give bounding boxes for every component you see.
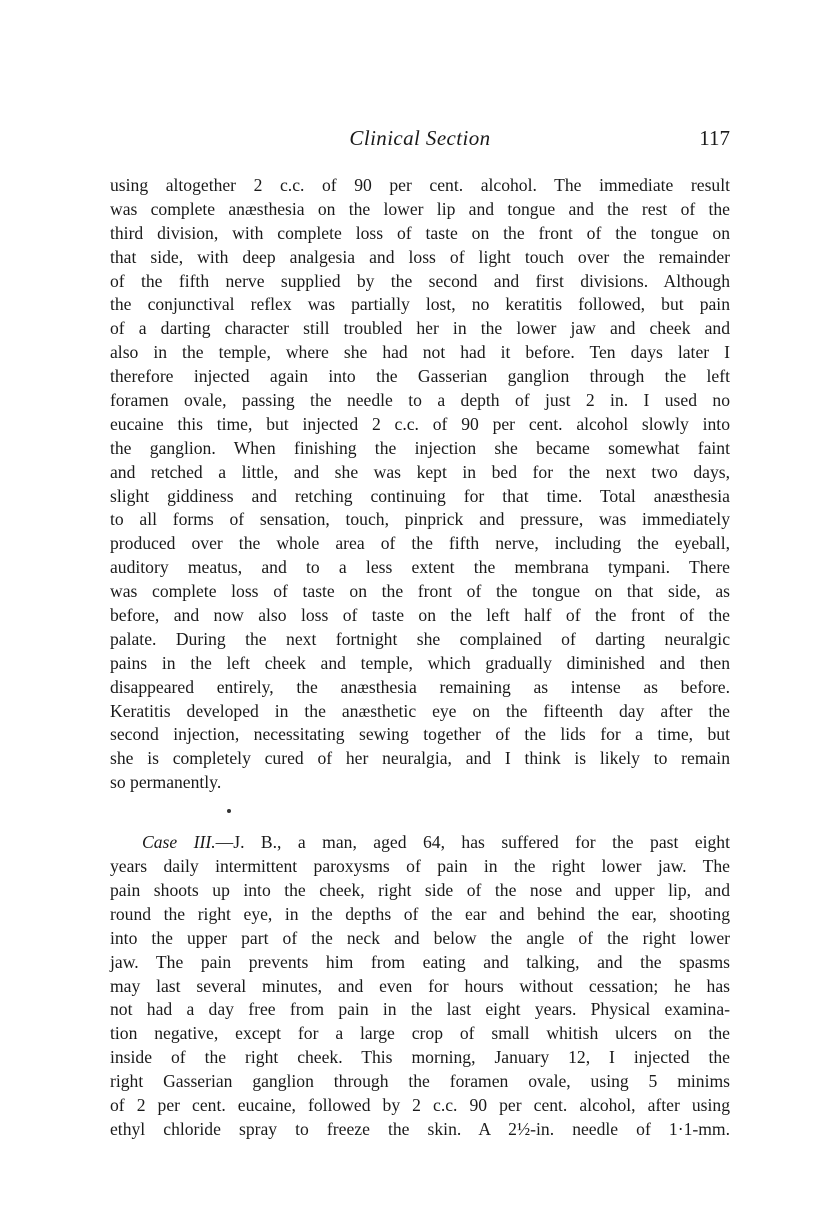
text-line: produced over the whole area of the fifth nerve, including the eyeball,: [110, 533, 730, 554]
text-line: therefore injected again into the Gasserian ganglion through the left: [110, 366, 730, 387]
text-line: may last several minutes, and even for hours without cessation; he has: [110, 975, 730, 996]
body-text: [110, 174, 730, 1142]
text-line: eucaine this time, but injected 2 c.c. of 90 per cent. alcohol slowly into: [110, 413, 730, 434]
text-line: was complete anæsthesia on the lower lip and tongue and the rest of the: [110, 198, 730, 219]
text-line: before, and now also loss of taste on the left half of the front of the: [110, 605, 730, 626]
text-line: years daily intermittent paroxysms of pain in the right lower jaw. The: [110, 856, 730, 877]
text-line: tion negative, except for a large crop of small whitish ulcers on the: [110, 1023, 730, 1044]
text-line: to all forms of sensation, touch, pinprick and pressure, was immediately: [110, 509, 730, 530]
page-number: 117: [699, 126, 730, 150]
text-line: third division, with complete loss of taste on the front of the tongue on: [110, 222, 730, 243]
text-line: the conjunctival reflex was partially lost, no keratitis followed, but pain: [110, 294, 730, 315]
paragraph-case-ii-continuation: [110, 174, 730, 795]
text-line: into the upper part of the neck and below the angle of the right lower: [110, 927, 730, 948]
text-line: the ganglion. When finishing the injection she became somewhat faint: [110, 437, 730, 458]
text-line: also in the temple, where she had not had it before. Ten days later I: [110, 342, 730, 363]
text-line: disappeared entirely, the anæsthesia remaining as intense as before.: [110, 676, 730, 697]
text-line: so permanently.: [110, 772, 222, 793]
running-head: [110, 126, 730, 158]
text-line: slight giddiness and retching continuing for that time. Total anæsthesia: [110, 485, 730, 506]
print-speck: [227, 809, 231, 813]
text-line: of the fifth nerve supplied by the second and first divisions. Although: [110, 270, 730, 291]
text-line: and retched a little, and she was kept in bed for the next two days,: [110, 461, 730, 482]
text-line: using altogether 2 c.c. of 90 per cent. alcohol. The immediate result: [110, 175, 730, 195]
text-line: second injection, necessitating sewing together of the lids for a time, but: [110, 724, 730, 745]
text-line: not had a day free from pain in the last eight years. Physical examina-: [110, 999, 730, 1020]
text-line: that side, with deep analgesia and loss of light touch over the remainder: [110, 246, 730, 267]
text-line: of 2 per cent. eucaine, followed by 2 c.c. 90 per cent. alcohol, after using: [110, 1094, 730, 1115]
paragraph-gap: [110, 795, 730, 831]
case-intro: —J. B., a man, aged 64, has suffered for the past eight: [215, 832, 730, 853]
text-line: jaw. The pain prevents him from eating and talking, and the spasms: [110, 951, 730, 972]
case-label: Case III.: [142, 832, 216, 853]
text-line: pains in the left cheek and temple, which gradually diminished and then: [110, 652, 730, 673]
running-title: Clinical Section: [349, 126, 491, 150]
text-line: auditory meatus, and to a less extent the membrana tympani. There: [110, 557, 730, 578]
paragraph-case-iii: [110, 831, 730, 1142]
text-line-first: [110, 831, 730, 855]
text-line: foramen ovale, passing the needle to a depth of just 2 in. I used no: [110, 390, 730, 411]
text-line: Keratitis developed in the anæsthetic eye on the fifteenth day after the: [110, 700, 730, 721]
text-line: she is completely cured of her neuralgia, and I think is likely to remain: [110, 748, 730, 769]
text-line: pain shoots up into the cheek, right side of the nose and upper lip, and: [110, 879, 730, 900]
text-line: round the right eye, in the depths of the ear and behind the ear, shooting: [110, 903, 730, 924]
text-line: palate. During the next fortnight she complained of darting neuralgic: [110, 628, 730, 649]
text-line: of a darting character still troubled her in the lower jaw and cheek and: [110, 318, 730, 339]
text-line: right Gasserian ganglion through the foramen ovale, using 5 minims: [110, 1071, 730, 1092]
text-line: inside of the right cheek. This morning, January 12, I injected the: [110, 1047, 730, 1068]
text-line: was complete loss of taste on the front of the tongue on that side, as: [110, 581, 730, 602]
text-line: ethyl chloride spray to freeze the skin. A 2½-in. needle of 1·1-mm.: [110, 1118, 730, 1139]
